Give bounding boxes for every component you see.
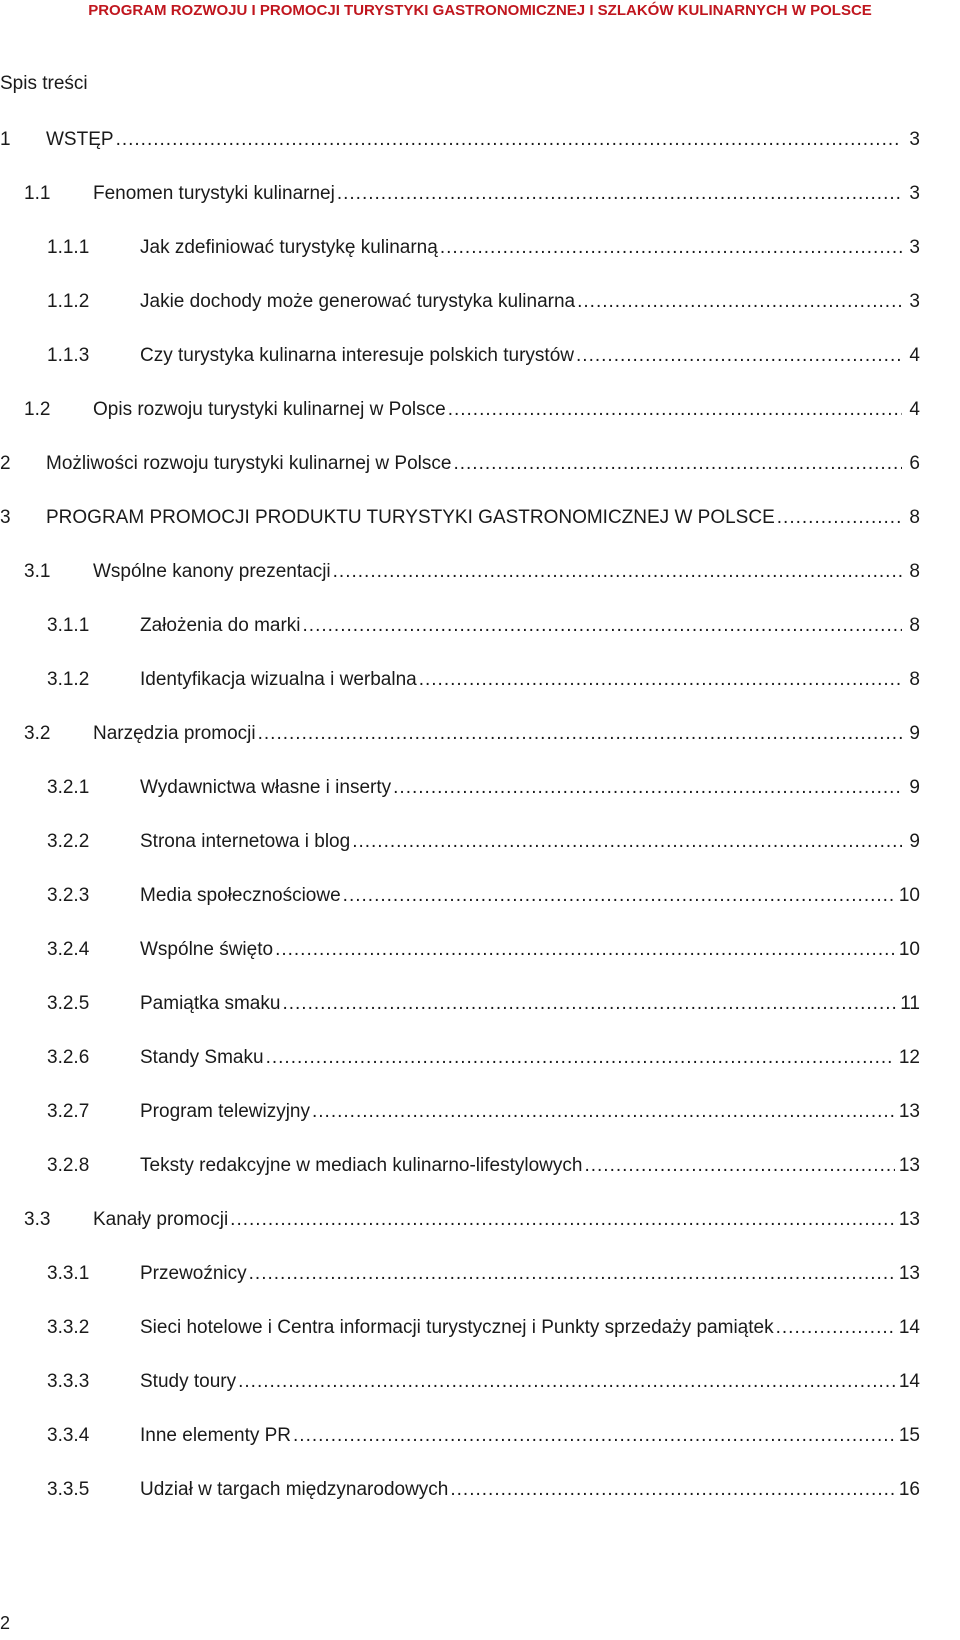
dot-leader: [282, 992, 896, 1016]
toc-entry-page: 13: [898, 1101, 920, 1122]
toc-entry[interactable]: [0, 668, 960, 722]
toc-entry-number: 3.3.4: [47, 1425, 90, 1446]
toc-entry-number: 3.3.3: [47, 1371, 90, 1392]
toc-entry-text: [140, 1316, 920, 1340]
toc-entry-number: 1.1.2: [47, 291, 90, 312]
toc-entry-number: 1.1.3: [47, 345, 90, 366]
toc-entry[interactable]: [0, 884, 960, 938]
toc-entry-page: 10: [898, 885, 920, 906]
dot-leader: [352, 830, 902, 854]
toc-entry-number: 3.2.3: [47, 885, 90, 906]
toc-entry-number: 3.2.4: [47, 939, 90, 960]
toc-title: Spis treści: [0, 73, 88, 94]
toc-entry-number: 3.3: [24, 1209, 51, 1230]
toc-entry[interactable]: [0, 938, 960, 992]
toc-entry[interactable]: [0, 128, 960, 182]
dot-leader: [258, 722, 902, 746]
toc-entry-number: 3.2.7: [47, 1101, 90, 1122]
toc-entry[interactable]: [0, 1370, 960, 1424]
toc-entry[interactable]: [0, 992, 960, 1046]
toc-entry-label: Czy turystyka kulinarna interesuje polskich turystów: [140, 345, 575, 366]
dot-leader: [293, 1424, 895, 1448]
toc-entry-label: Sieci hotelowe i Centra informacji turystycznej i Punkty sprzedaży pamiątek: [140, 1317, 774, 1338]
toc-entry-text: [140, 1262, 920, 1286]
toc-entry-text: [46, 128, 920, 152]
toc-entry-label: Standy Smaku: [140, 1047, 264, 1068]
toc-entry[interactable]: [0, 398, 960, 452]
dot-leader: [230, 1208, 895, 1232]
toc-entry-page: 3: [909, 291, 920, 312]
toc-entry[interactable]: [0, 1208, 960, 1262]
toc-entry-page: 3: [909, 237, 920, 258]
dot-leader: [776, 1316, 895, 1340]
toc-entry-page: 10: [898, 939, 920, 960]
toc-entry[interactable]: [0, 1478, 960, 1532]
dot-leader: [337, 182, 902, 206]
toc-entry-text: [93, 722, 920, 746]
toc-entry-page: 13: [898, 1209, 920, 1230]
dot-leader: [448, 398, 902, 422]
dot-leader: [577, 290, 902, 314]
toc-entry-page: 11: [900, 993, 920, 1014]
dot-leader: [393, 776, 902, 800]
toc-entry-label: Założenia do marki: [140, 615, 301, 636]
toc-entry-text: [140, 1370, 920, 1394]
toc-entry[interactable]: [0, 1262, 960, 1316]
toc-entry[interactable]: [0, 830, 960, 884]
toc-entry-label: Teksty redakcyjne w mediach kulinarno-lifestylowych: [140, 1155, 583, 1176]
dot-leader: [450, 1478, 894, 1502]
toc-entry-page: 8: [909, 507, 920, 528]
toc-entry-label: Jak zdefiniować turystykę kulinarną: [140, 237, 438, 258]
toc-entry[interactable]: [0, 182, 960, 236]
toc-entry-label: Udział w targach międzynarodowych: [140, 1479, 449, 1500]
toc-entry-page: 3: [909, 129, 920, 150]
toc-entry-text: [93, 560, 920, 584]
toc-entry-text: [46, 506, 920, 530]
toc-entry[interactable]: [0, 1154, 960, 1208]
toc-entry-number: 1.2: [24, 399, 51, 420]
toc-entry[interactable]: [0, 344, 960, 398]
toc-entry[interactable]: [0, 236, 960, 290]
toc-entry-number: 3.1.1: [47, 615, 90, 636]
toc-entry-page: 6: [909, 453, 920, 474]
toc-entry-number: 3.2.8: [47, 1155, 90, 1176]
table-of-contents: [0, 128, 960, 1532]
toc-entry-page: 9: [909, 723, 920, 744]
toc-entry-label: Wspólne kanony prezentacji: [93, 561, 331, 582]
toc-entry-page: 8: [909, 615, 920, 636]
dot-leader: [275, 938, 895, 962]
toc-entry-text: [140, 668, 920, 692]
toc-entry-text: [140, 830, 920, 854]
toc-entry-text: [140, 614, 920, 638]
toc-entry[interactable]: [0, 1424, 960, 1478]
toc-entry[interactable]: [0, 776, 960, 830]
toc-entry-page: 13: [898, 1263, 920, 1284]
toc-entry-number: 3.2.5: [47, 993, 90, 1014]
page-number: 2: [0, 1613, 11, 1633]
toc-entry-page: 12: [898, 1047, 920, 1068]
toc-entry-page: 13: [898, 1155, 920, 1176]
toc-entry-text: [140, 1154, 920, 1178]
dot-leader: [777, 506, 902, 530]
toc-entry[interactable]: [0, 560, 960, 614]
dot-leader: [419, 668, 902, 692]
dot-leader: [116, 128, 902, 152]
toc-entry-number: 1.1.1: [47, 237, 90, 258]
toc-entry[interactable]: [0, 290, 960, 344]
dot-leader: [249, 1262, 895, 1286]
dot-leader: [266, 1046, 895, 1070]
toc-entry-number: 3.2.6: [47, 1047, 90, 1068]
toc-entry-label: Identyfikacja wizualna i werbalna: [140, 669, 417, 690]
toc-entry-label: Fenomen turystyki kulinarnej: [93, 183, 335, 204]
toc-entry-text: [140, 1424, 920, 1448]
toc-entry-page: 8: [909, 561, 920, 582]
toc-entry[interactable]: [0, 614, 960, 668]
toc-entry-page: 16: [898, 1479, 920, 1500]
toc-entry-number: 3.3.2: [47, 1317, 90, 1338]
toc-entry-label: Przewoźnicy: [140, 1263, 247, 1284]
toc-entry-number: 1: [0, 129, 11, 150]
toc-entry-label: Media społecznościowe: [140, 885, 341, 906]
toc-entry-label: Opis rozwoju turystyki kulinarnej w Polsce: [93, 399, 446, 420]
toc-entry-number: 3.1.2: [47, 669, 90, 690]
dot-leader: [453, 452, 902, 476]
toc-entry[interactable]: [0, 1100, 960, 1154]
toc-entry-text: [140, 290, 920, 314]
toc-entry-text: [140, 1046, 920, 1070]
dot-leader: [576, 344, 902, 368]
toc-entry-label: Narzędzia promocji: [93, 723, 256, 744]
toc-entry-number: 3: [0, 507, 11, 528]
toc-entry-page: 14: [898, 1317, 920, 1338]
toc-entry-number: 3.2.1: [47, 777, 90, 798]
toc-entry-text: [140, 344, 920, 368]
toc-entry-text: [93, 182, 920, 206]
toc-entry-page: 14: [898, 1371, 920, 1392]
dot-leader: [333, 560, 902, 584]
dot-leader: [343, 884, 895, 908]
toc-entry-label: Pamiątka smaku: [140, 993, 281, 1014]
toc-entry-label: Kanały promocji: [93, 1209, 229, 1230]
dot-leader: [312, 1100, 895, 1124]
toc-entry-label: PROGRAM PROMOCJI PRODUKTU TURYSTYKI GASTRONOMICZNEJ W POLSCE: [46, 507, 775, 528]
dot-leader: [238, 1370, 895, 1394]
toc-entry-text: [140, 992, 920, 1016]
toc-entry-label: WSTĘP: [46, 129, 114, 150]
document-header: PROGRAM ROZWOJU I PROMOCJI TURYSTYKI GASTRONOMICZNEJ I SZLAKÓW KULINARNYCH W POLSCE: [88, 2, 872, 19]
toc-entry-label: Wydawnictwa własne i inserty: [140, 777, 392, 798]
toc-entry-text: [93, 1208, 920, 1232]
toc-entry-page: 8: [909, 669, 920, 690]
toc-entry-text: [140, 776, 920, 800]
toc-entry-number: 3.2.2: [47, 831, 90, 852]
toc-entry-label: Study toury: [140, 1371, 237, 1392]
toc-entry-text: [140, 1100, 920, 1124]
toc-entry-page: 4: [909, 345, 920, 366]
toc-entry[interactable]: [0, 1316, 960, 1370]
toc-entry[interactable]: [0, 506, 960, 560]
toc-entry-label: Program telewizyjny: [140, 1101, 310, 1122]
toc-entry-label: Wspólne święto: [140, 939, 274, 960]
toc-entry[interactable]: [0, 1046, 960, 1100]
dot-leader: [440, 236, 902, 260]
toc-entry-page: 9: [909, 831, 920, 852]
toc-entry-number: 3.1: [24, 561, 51, 582]
toc-entry[interactable]: [0, 452, 960, 506]
dot-leader: [303, 614, 902, 638]
toc-entry-text: [140, 1478, 920, 1502]
toc-entry-page: 9: [909, 777, 920, 798]
toc-entry-label: Strona internetowa i blog: [140, 831, 351, 852]
toc-entry-text: [140, 884, 920, 908]
toc-entry-page: 4: [909, 399, 920, 420]
toc-entry-text: [93, 398, 920, 422]
dot-leader: [584, 1154, 894, 1178]
toc-entry-label: Jakie dochody może generować turystyka kulinarna: [140, 291, 576, 312]
toc-entry-number: 3.3.1: [47, 1263, 90, 1284]
toc-entry[interactable]: [0, 722, 960, 776]
toc-entry-number: 1.1: [24, 183, 51, 204]
toc-entry-label: Możliwości rozwoju turystyki kulinarnej w Polsce: [46, 453, 452, 474]
toc-entry-text: [140, 236, 920, 260]
toc-entry-page: 3: [909, 183, 920, 204]
toc-entry-text: [46, 452, 920, 476]
toc-entry-number: 2: [0, 453, 11, 474]
toc-entry-label: Inne elementy PR: [140, 1425, 292, 1446]
toc-entry-page: 15: [898, 1425, 920, 1446]
toc-entry-number: 3.2: [24, 723, 51, 744]
toc-entry-text: [140, 938, 920, 962]
toc-entry-number: 3.3.5: [47, 1479, 90, 1500]
